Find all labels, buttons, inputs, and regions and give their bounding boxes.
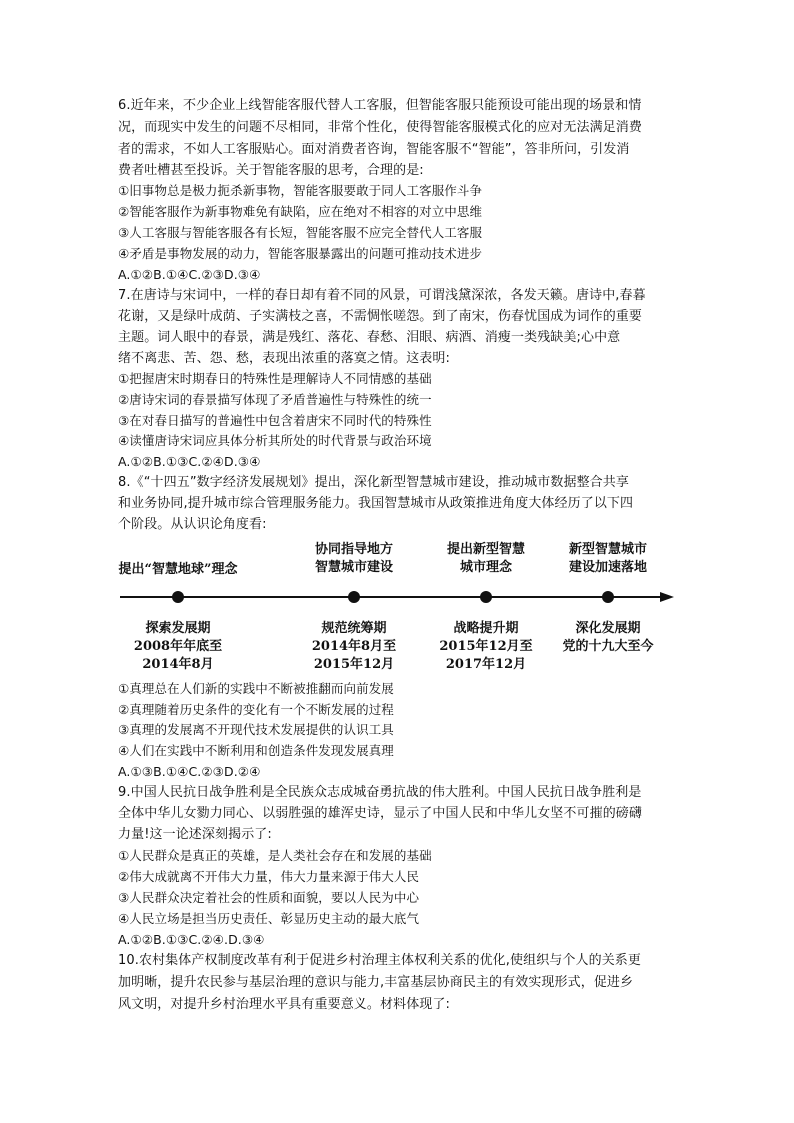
stage-2-date: 2015年12月 xyxy=(313,657,395,672)
stage-1-event: 提出“智慧地球”理念 xyxy=(118,562,238,577)
q9-option-3: ③人民群众决定着社会的性质和面貌，要以人民为中心 xyxy=(118,890,420,905)
q10-stem-line: 加明晰，提升农民参与基层治理的意识与能力,丰富基层协商民主的有效实现形式，促进乡 xyxy=(118,975,634,990)
q7-option-4: ④读懂唐诗宋词应具体分析其所处的时代背景与政治环境 xyxy=(118,433,432,448)
stage-2-event: 智慧城市建设 xyxy=(314,560,394,575)
q6-stem-line: 者的需求，不如人工客服贴心。面对消费者咨询，智能客服不“智能”，答非所问，引发消 xyxy=(118,142,630,157)
q10-stem-line: 10.农村集体产权制度改革有利于促进乡村治理主体权利关系的优化,使组织与个人的关系更 xyxy=(118,953,642,968)
stage-4-event: 建设加速落地 xyxy=(568,560,648,575)
q8-stem-line: 个阶段。从认识论角度看: xyxy=(118,517,267,532)
stage-2-date: 2014年8月至 xyxy=(311,639,397,654)
timeline-stage-2 xyxy=(312,541,396,672)
stage-1-dot xyxy=(172,591,184,603)
q7-answer-choices: A.①②B.①③C.②④D.③④ xyxy=(118,454,261,469)
q6-stem-line: 6.近年来，不少企业上线智能客服代替人工客服，但智能客服只能预设可能出现的场景和情 xyxy=(118,98,642,113)
stage-4-period: 深化发展期 xyxy=(575,621,641,636)
smart-city-timeline xyxy=(118,533,674,679)
q7-stem-line: 花谢，又是绿叶成荫、子实满枝之喜，不需惆怅嗟怨。到了南宋，伤春忧国成为词作的重要 xyxy=(118,309,643,324)
timeline-arrowhead xyxy=(660,592,674,602)
stage-1-date: 2014年8月 xyxy=(142,657,214,672)
stage-2-period: 规范统筹期 xyxy=(321,621,387,636)
q9-stem-line: 全体中华儿女勠力同心、以弱胜强的雄浑史诗，显示了中国人民和中华儿女坚不可摧的磅礴 xyxy=(118,806,643,821)
stage-4-dot xyxy=(602,591,614,603)
q8-stem-line: 和业务协同,提升城市综合管理服务能力。我国智慧城市从政策推进角度大体经历了以下四 xyxy=(118,496,634,511)
q7-stem-line: 7.在唐诗与宋词中，一样的春日却有着不同的风景，可谓浅黛深浓，各发天籁。唐诗中,春暮 xyxy=(118,288,646,303)
q9-stem-line: 9.中国人民抗日战争胜利是全民族众志成城奋勇抗战的伟大胜利。中国人民抗日战争胜利是 xyxy=(118,785,642,800)
q6-answer-choices: A.①②B.①④C.②③D.③④ xyxy=(118,267,261,282)
q9-stem-line: 力量!这一论述深刻揭示了: xyxy=(118,827,272,842)
q9-option-4: ④人民立场是担当历史责任、彰显历史主动的最大底气 xyxy=(118,911,420,926)
stage-3-event: 提出新型智慧 xyxy=(446,542,526,557)
q6-stem-line: 况，而现实中发生的问题不尽相同，非常个性化，使得智能客服模式化的应对无法满足消费 xyxy=(118,120,643,135)
stage-4-date: 党的十九大至今 xyxy=(562,639,654,654)
timeline-stage-1 xyxy=(119,561,239,672)
stage-2-event: 协同指导地方 xyxy=(314,542,394,557)
stage-3-dot xyxy=(480,591,492,603)
q7-stem-line: 绪不离悲、苦、怨、愁，表现出浓重的落寞之情。这表明: xyxy=(118,351,450,366)
stage-3-date: 2015年12月至 xyxy=(439,639,533,654)
q10-stem-line: 风文明，对提升乡村治理水平具有重要意义。材料体现了: xyxy=(118,997,450,1012)
q6-stem-line: 费者吐槽甚至投诉。关于智能客服的思考，合理的是: xyxy=(118,163,424,178)
stage-1-date: 2008年年底至 xyxy=(133,639,223,654)
stage-4-event: 新型智慧城市 xyxy=(568,542,648,557)
q8-option-1: ①真理总在人们新的实践中不断被推翻而向前发展 xyxy=(118,681,394,696)
q8-option-4: ④人们在实践中不断利用和创造条件发现发展真理 xyxy=(118,743,394,758)
q8-answer-choices: A.①③B.①④C.②③D.②④ xyxy=(118,764,261,779)
q8-option-3: ③真理的发展离不开现代技术发展提供的认识工具 xyxy=(118,722,394,737)
q8-stem-line: 8.《“十四五”数字经济发展规划》提出，深化新型智慧城市建设，推动城市数据整合共享 xyxy=(118,475,629,490)
q9-option-1: ①人民群众是真正的英雄，是人类社会存在和发展的基础 xyxy=(118,848,432,863)
stage-3-event: 城市理念 xyxy=(459,560,513,575)
stage-2-dot xyxy=(348,591,360,603)
q6-option-1: ①旧事物总是极力扼杀新事物，智能客服要敢于同人工客服作斗争 xyxy=(118,183,483,198)
q9-option-2: ②伟大成就离不开伟大力量，伟大力量来源于伟大人民 xyxy=(118,869,420,884)
q7-stem-line: 主题。词人眼中的春景，满是残红、落花、春愁、泪眼、病酒、消瘦一类残缺美;心中意 xyxy=(118,330,621,345)
timeline-stage-3 xyxy=(439,541,532,672)
stage-3-period: 战略提升期 xyxy=(453,621,519,636)
stage-1-period: 探索发展期 xyxy=(145,621,211,636)
stage-3-date: 2017年12月 xyxy=(445,657,527,672)
q7-option-3: ③在对春日描写的普遍性中包含着唐宋不同时代的特殊性 xyxy=(118,413,432,428)
q8-option-2: ②真理随着历史条件的变化有一个不断发展的过程 xyxy=(118,702,394,717)
q6-option-4: ④矛盾是事物发展的动力，智能客服暴露出的问题可推动技术进步 xyxy=(118,246,483,261)
q6-option-3: ③人工客服与智能客服各有长短，智能客服不应完全替代人工客服 xyxy=(118,225,483,240)
q7-option-2: ②唐诗宋词的春景描写体现了矛盾普遍性与特殊性的统一 xyxy=(118,392,432,407)
q9-answer-choices: A.①②B.①③C.②④.D.③④ xyxy=(118,932,265,947)
q7-option-1: ①把握唐宋时期春日的特殊性是理解诗人不同情感的基础 xyxy=(118,371,432,386)
q6-option-2: ②智能客服作为新事物难免有缺陷，应在绝对不相容的对立中思维 xyxy=(118,204,483,219)
